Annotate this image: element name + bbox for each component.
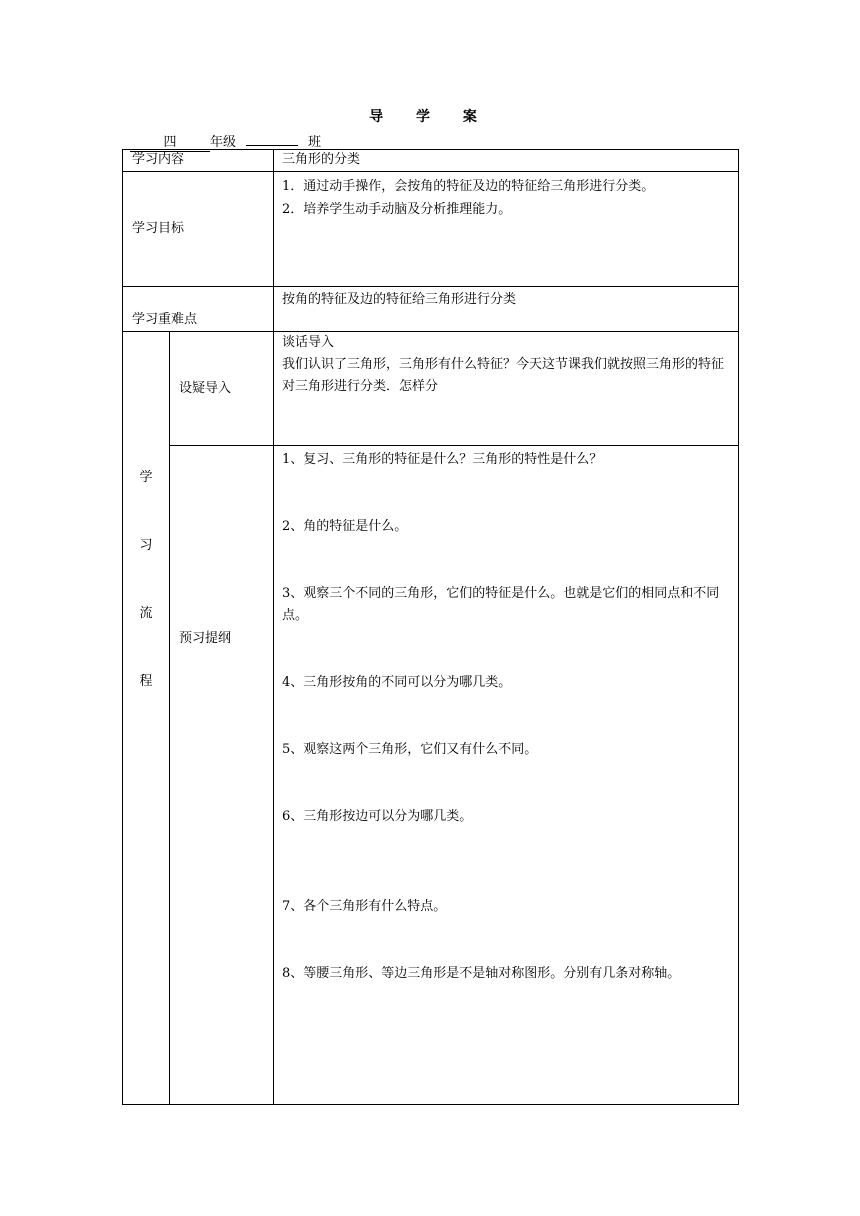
goals-row xyxy=(123,172,739,287)
key-row xyxy=(123,287,739,332)
intro-cell xyxy=(274,332,739,446)
goal-item: 2．培养学生动手动脑及分析推理能力。 xyxy=(282,202,512,217)
question-item: 1、复习、三角形的特征是什么？三角形的特性是什么？ xyxy=(282,452,603,467)
question-item: 5、观察这两个三角形，它们又有什么不同。 xyxy=(282,742,538,757)
grade-value: 四 xyxy=(130,135,210,152)
class-value xyxy=(246,145,298,146)
question-item: 7、各个三角形有什么特点。 xyxy=(282,899,447,914)
grade-label: 年级 xyxy=(210,135,237,150)
question-item: 3、观察三个不同的三角形，它们的特征是什么。也就是它们的相同点和不同点。 xyxy=(282,586,720,623)
key-value: 按角的特征及边的特征给三角形进行分类 xyxy=(274,287,739,332)
flow-char: 程 xyxy=(139,674,153,689)
key-label: 学习重难点 xyxy=(123,287,274,332)
class-label: 班 xyxy=(308,135,322,150)
goals-label: 学习目标 xyxy=(123,172,274,287)
goals-cell xyxy=(274,172,739,287)
content-label: 学习内容 xyxy=(123,150,274,172)
intro-heading: 谈话导入 xyxy=(282,335,335,350)
flow-char: 学 xyxy=(139,470,153,485)
content-row xyxy=(123,150,739,172)
flow-char: 流 xyxy=(139,606,153,621)
question-item: 8、等腰三角形、等边三角形是不是轴对称图形。分别有几条对称轴。 xyxy=(282,966,681,981)
flow-label xyxy=(123,332,170,1105)
outline-label: 预习提纲 xyxy=(170,446,274,1105)
intro-row xyxy=(123,332,739,446)
flow-char: 习 xyxy=(139,538,153,553)
study-plan-table xyxy=(122,149,739,1105)
question-item: 4、三角形按角的不同可以分为哪几类。 xyxy=(282,675,512,690)
page-title: 导 学 案 xyxy=(369,109,491,125)
outline-row xyxy=(123,446,739,1105)
goal-item: 1．通过动手操作，会按角的特征及边的特征给三角形进行分类。 xyxy=(282,179,655,194)
question-item: 6、三角形按边可以分为哪几类。 xyxy=(282,809,473,824)
question-item: 2、角的特征是什么。 xyxy=(282,519,408,534)
intro-text: 我们认识了三角形，三角形有什么特征？今天这节课我们就按照三角形的特征对三角形进行分类．怎样分 xyxy=(282,357,725,394)
content-value: 三角形的分类 xyxy=(274,150,739,172)
outline-cell xyxy=(274,446,739,1105)
intro-label: 设疑导入 xyxy=(170,332,274,446)
